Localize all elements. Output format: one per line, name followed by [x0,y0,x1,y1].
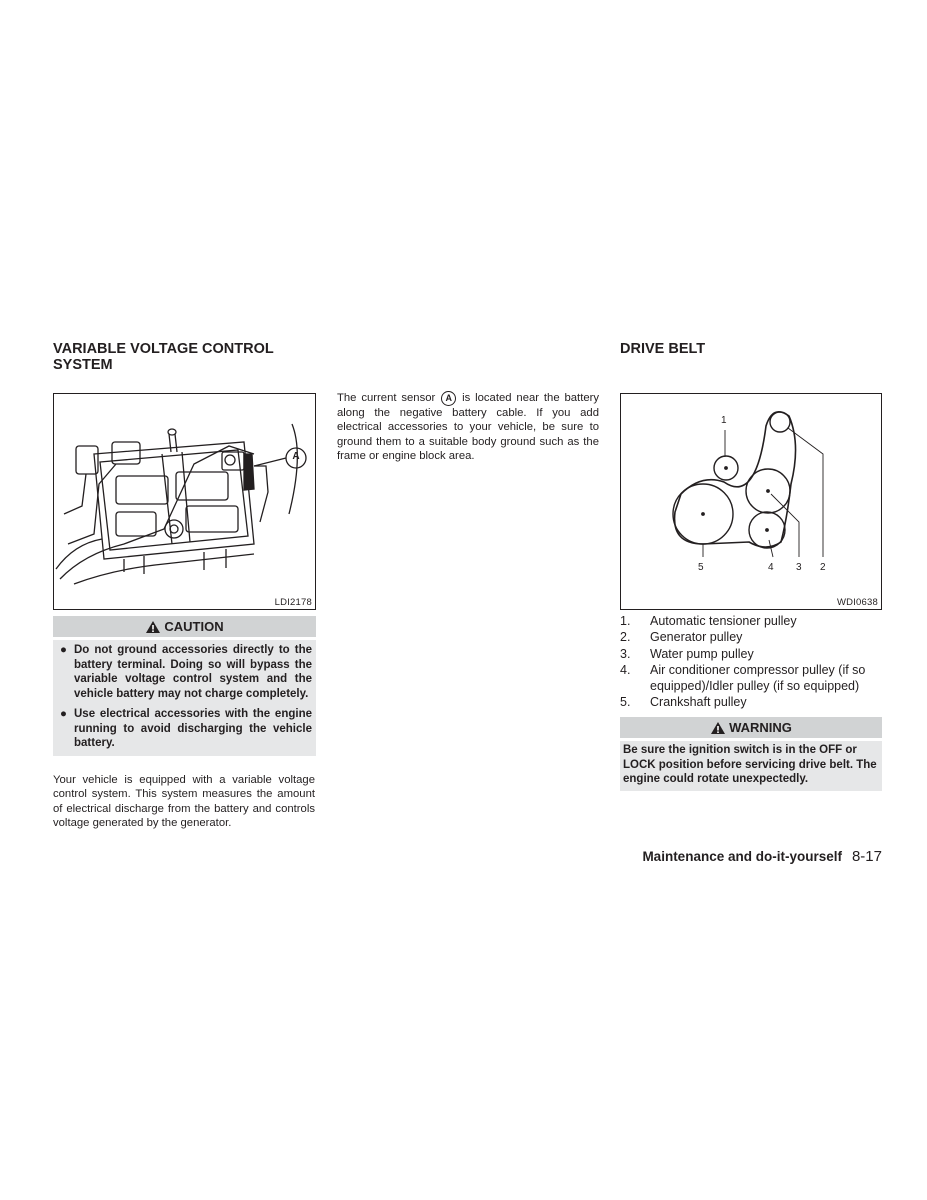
warning-triangle-icon [145,620,161,634]
sensor-text-before: The current sensor [337,392,436,404]
list-number: 5. [620,695,631,710]
page-number: 8-17 [851,848,882,865]
figure-callout-a: A [292,451,300,462]
list-number: 1. [620,614,631,628]
list-text: Automatic tensioner pulley [650,614,797,628]
caution-item [57,643,312,701]
drive-belt-figure [620,393,882,610]
diagram-label-4: 4 [768,562,774,573]
warning-triangle-icon [710,721,726,735]
caution-header [53,616,316,637]
battery-illustration [54,394,315,594]
caution-item-text: Do not ground accessories directly to the battery terminal. Doing so will bypass the variable voltage control system and the vehicle battery may not charge completely. [74,644,312,700]
current-sensor-paragraph [337,391,599,463]
footer-section-title: Maintenance and do-it-yourself [642,849,842,864]
variable-voltage-description: Your vehicle is equipped with a variable voltage control system. This system measures the amount of electrical discharge from the battery and controls voltage generated by the generator. [53,774,315,829]
diagram-label-1: 1 [721,415,727,426]
section-heading-variable-voltage: VARIABLE VOLTAGE CONTROL SYSTEM [53,341,274,373]
pulley-list [620,613,882,711]
diagram-label-2: 2 [820,562,826,573]
sensor-text-after: is located near the battery along the negative battery cable. If you add electrical accessories to your vehicle, be sure to ground them to a suitable body ground such as the frame or engine block area. [337,392,600,462]
drive-belt-diagram [621,394,881,594]
warning-title: WARNING [729,720,792,735]
warning-header [620,717,882,738]
list-item [620,646,882,662]
warning-body [620,741,882,791]
figure-code-ldi2178: LDI2178 [274,597,312,608]
list-text: Crankshaft pulley [650,695,747,710]
caution-title: CAUTION [164,619,224,634]
callout-a-icon: A [441,391,456,406]
diagram-label-3: 3 [796,562,802,573]
battery-figure [53,393,316,610]
list-item [620,694,882,710]
list-item [620,613,882,629]
list-text: Generator pulley [650,630,743,645]
list-item [620,662,882,695]
bullet-icon: ● [60,708,67,720]
warning-text: Be sure the ignition switch is in the OFF or LOCK position before servicing drive belt. The engine could rotate unexpectedly. [623,744,877,785]
caution-item [57,707,312,751]
list-text: Water pump pulley [650,646,754,661]
caution-body [53,640,316,756]
list-text: Air conditioner compressor pulley (if so equipped)/Idler pulley (if so equipped) [650,662,866,694]
list-number: 3. [620,646,631,661]
list-item [620,629,882,645]
list-number: 2. [620,630,631,645]
list-number: 4. [620,662,631,677]
section-heading-drive-belt: DRIVE BELT [620,341,706,357]
page-footer [642,848,882,865]
diagram-label-5: 5 [698,562,704,573]
caution-item-text: Use electrical accessories with the engine running to avoid discharging the vehicle battery. [74,708,312,749]
bullet-icon: ● [60,644,67,656]
figure-code-wdi0638: WDI0638 [836,597,878,608]
